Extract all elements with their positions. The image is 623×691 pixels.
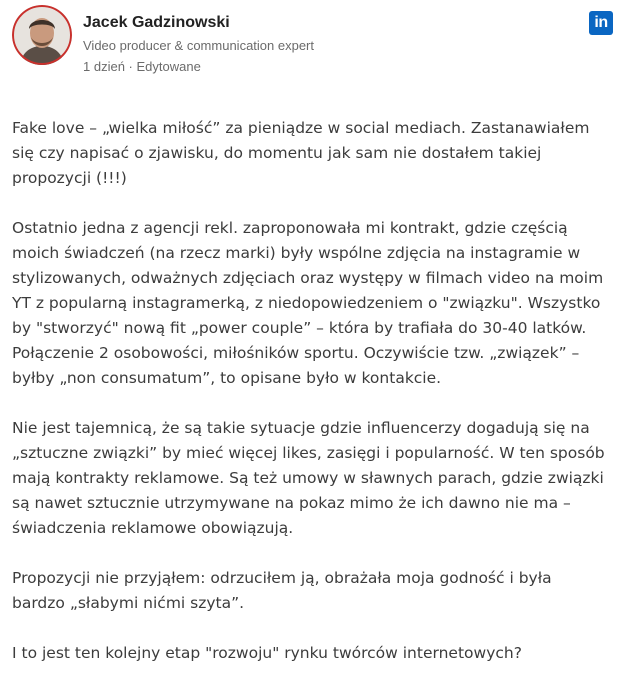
post-line: są nawet sztucznie utrzymywane na pokaz mimo że ich dawno nie ma –	[12, 494, 571, 512]
author-headline: Video producer & communication expert	[83, 38, 314, 53]
post-paragraph	[12, 116, 612, 191]
post-line: Propozycji nie przyjąłem: odrzuciłem ją, obrażała moja godność i była	[12, 569, 552, 587]
post-line: Nie jest tajemnicą, że są takie sytuacje gdzie influencerzy dogadują się na	[12, 419, 590, 437]
avatar[interactable]	[12, 5, 72, 65]
post-line: Fake love – „wielka miłość” za pieniądze w social mediach. Zastanawiałem	[12, 119, 590, 137]
post-line: stylizowanych, odważnych zdjęciach oraz występy w filmach video na moim	[12, 269, 604, 287]
post-line: Ostatnio jedna z agencji rekl. zaproponowała mi kontrakt, gdzie częścią	[12, 219, 568, 237]
post-line: Połączenie 2 osobowości, miłośników sportu. Oczywiście tzw. „związek” –	[12, 344, 580, 362]
post-paragraph	[12, 416, 612, 541]
post-paragraph	[12, 566, 612, 616]
post-line: świadczenia reklamowe obowiązują.	[12, 519, 294, 537]
post-paragraph	[12, 641, 612, 666]
post-timestamp: 1 dzień · Edytowane	[83, 59, 201, 74]
post-line: YT z popularną instagramerką, z niedopowiedzeniem o "związku". Wszystko	[12, 294, 601, 312]
post-line: bardzo „słabymi nićmi szyta”.	[12, 594, 245, 612]
post-line: byłby „non consumatum”, to opisane było w kontakcie.	[12, 369, 442, 387]
post-line: „sztuczne związki” by mieć więcej likes, zasięgi i popularność. W ten sposób	[12, 444, 605, 462]
post-line: I to jest ten kolejny etap "rozwoju" rynku twórców internetowych?	[12, 644, 522, 662]
post-body	[12, 116, 612, 691]
post-header	[12, 5, 612, 75]
post-line: mają kontrakty reklamowe. Są też umowy w sławnych parach, gdzie związki	[12, 469, 604, 487]
post-line: moich świadczeń (na rzecz marki) były wspólne zdjęcia na instagramie w	[12, 244, 581, 262]
avatar-ring	[12, 5, 72, 65]
post-line: propozycji (!!!)	[12, 169, 127, 187]
linkedin-icon: in	[589, 11, 613, 35]
author-name[interactable]: Jacek Gadzinowski	[83, 14, 230, 31]
post-line: się czy napisać o zjawisku, do momentu jak sam nie dostałem takiej	[12, 144, 542, 162]
post-line: by "stworzyć" nową fit „power couple” – która by trafiała do 30-40 latków.	[12, 319, 587, 337]
post-paragraph	[12, 216, 612, 391]
